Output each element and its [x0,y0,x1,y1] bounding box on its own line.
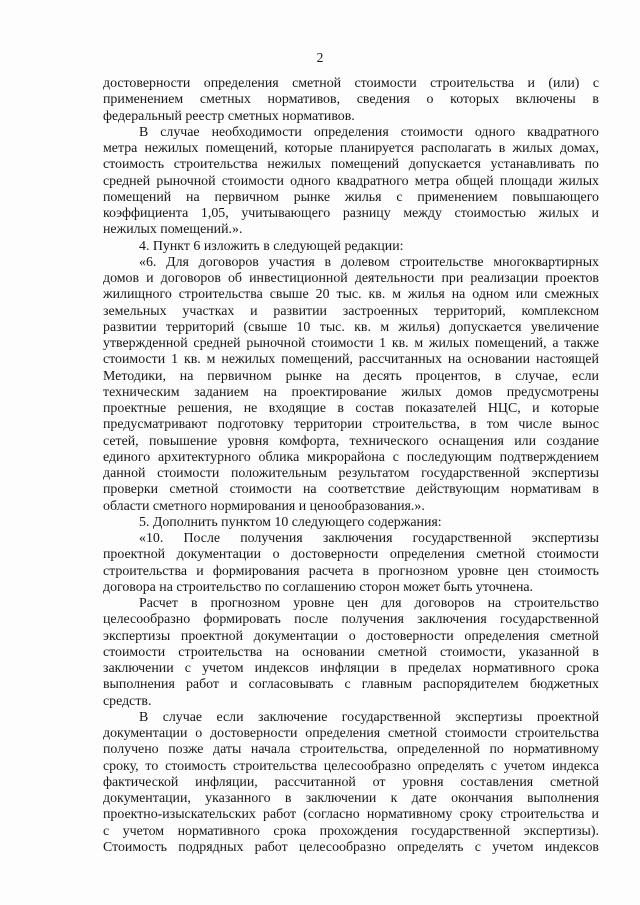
text-line: средств. [103,693,152,709]
text-line: строительства и формирования расчета в прогнозном уровне цен стоимость [103,563,599,579]
text-line: области сметного нормирования и ценообразования.». [103,498,425,514]
text-line: утвержденной средней рыночной стоимости 1 кв. м жилых помещений, а также [103,336,599,351]
text-line: стоимости строительства на основании сметной стоимости, указанной в [103,644,599,660]
text-line: развитии территорий (свыше 10 тыс. кв. м жилья) допускается увеличение [103,319,599,335]
text-line: сетей, повышение уровня комфорта, технического оснащения или создание [103,433,599,449]
text-line: документации, указанного в заключении к дате окончания выполнения [103,791,599,806]
text-line: сроку, то стоимость строительства целесообразно определять с учетом индекса [103,758,599,774]
text-line: договора на строительство по соглашению сторон может быть уточнена. [103,579,534,595]
text-line: документации о достоверности определения сметной стоимости строительства [103,726,599,741]
text-line: В случае необходимости определения стоимости одного квадратного [139,124,599,140]
text-line: «6. Для договоров участия в долевом строительстве многоквартирных [139,254,599,270]
text-line: земельных участках и развитии застроенных территорий, комплексном [103,303,599,319]
text-line: данной стоимости положительным результатом государственной экспертизы [103,466,599,481]
text-line: Расчет в прогнозном уровне цен для договоров на строительство [139,596,599,611]
text-line: предусматривают подготовку территории строительства, в том числе вынос [103,417,599,433]
text-line: техническим заданием на проектирование жилых домов предусмотрены [103,384,599,400]
text-line: федеральный реестр сметных нормативов. [103,108,355,124]
text-line: стоимость строительства нежилых помещений допускается устанавливать по [103,157,599,173]
text-line: экспертизы проектной документации о достоверности определения сметной [103,628,599,644]
document-body [103,76,599,856]
page-number: 2 [316,50,324,65]
text-line: Методики, на первичном рынке на десять процентов, в случае, если [103,368,599,384]
text-line: проверки сметной стоимости на соответствие действующим нормативам в [103,482,599,498]
text-line: применением сметных нормативов, сведения о которых включены в [103,92,599,108]
text-line: метра нежилых помещений, которые планируется располагать в жилых домах, [103,141,599,156]
text-line: 5. Дополнить пунктом 10 следующего содержания: [139,514,442,530]
text-line: получено позже даты начала строительства, определенной по нормативному [103,742,599,758]
text-line: средней рыночной стоимости одного квадратного метра общей площади жилых [103,173,599,189]
text-line: с учетом нормативного срока прохождения государственной экспертизы). [103,823,599,839]
text-line: единого архитектурного облика микрорайона с последующим подтверждением [103,449,599,465]
text-line: жилищного строительства свыше 20 тыс. кв. м жилья на одном или смежных [103,287,599,303]
text-line: стоимости 1 кв. м нежилых помещений, рассчитанных на основании настоящей [103,352,599,368]
text-line: коэффициента 1,05, учитывающего разницу между стоимостью жилых и [103,206,599,221]
text-line: «10. После получения заключения государственной экспертизы [139,531,599,546]
text-line: нежилых помещений.». [103,222,243,238]
text-line: проектной документации о достоверности определения сметной стоимости [103,547,599,563]
text-line: помещений на первичном рынке жилья с применением повышающего [103,189,599,205]
text-line: заключении с учетом индексов инфляции в пределах нормативного срока [103,661,599,676]
text-line: проектные решения, не входящие в состав показателей НЦС, и которые [103,401,599,416]
text-line: фактической инфляции, рассчитанной от уровня составления сметной [103,774,599,790]
text-line: достоверности определения сметной стоимости строительства и (или) с [103,76,599,91]
text-line: Стоимость подрядных работ целесообразно определять с учетом индексов [103,839,599,855]
text-line: В случае если заключение государственной экспертизы проектной [139,709,599,725]
text-line: выполнения работ и согласовывать с главным распорядителем бюджетных [103,677,599,693]
text-line: целесообразно формировать после получения заключения государственной [103,612,599,628]
text-line: 4. Пункт 6 изложить в следующей редакции: [139,238,404,254]
text-line: домов и договоров об инвестиционной деятельности при реализации проектов [103,271,599,286]
text-line: проектно-изыскательских работ (согласно нормативному сроку строительства и [103,807,599,823]
